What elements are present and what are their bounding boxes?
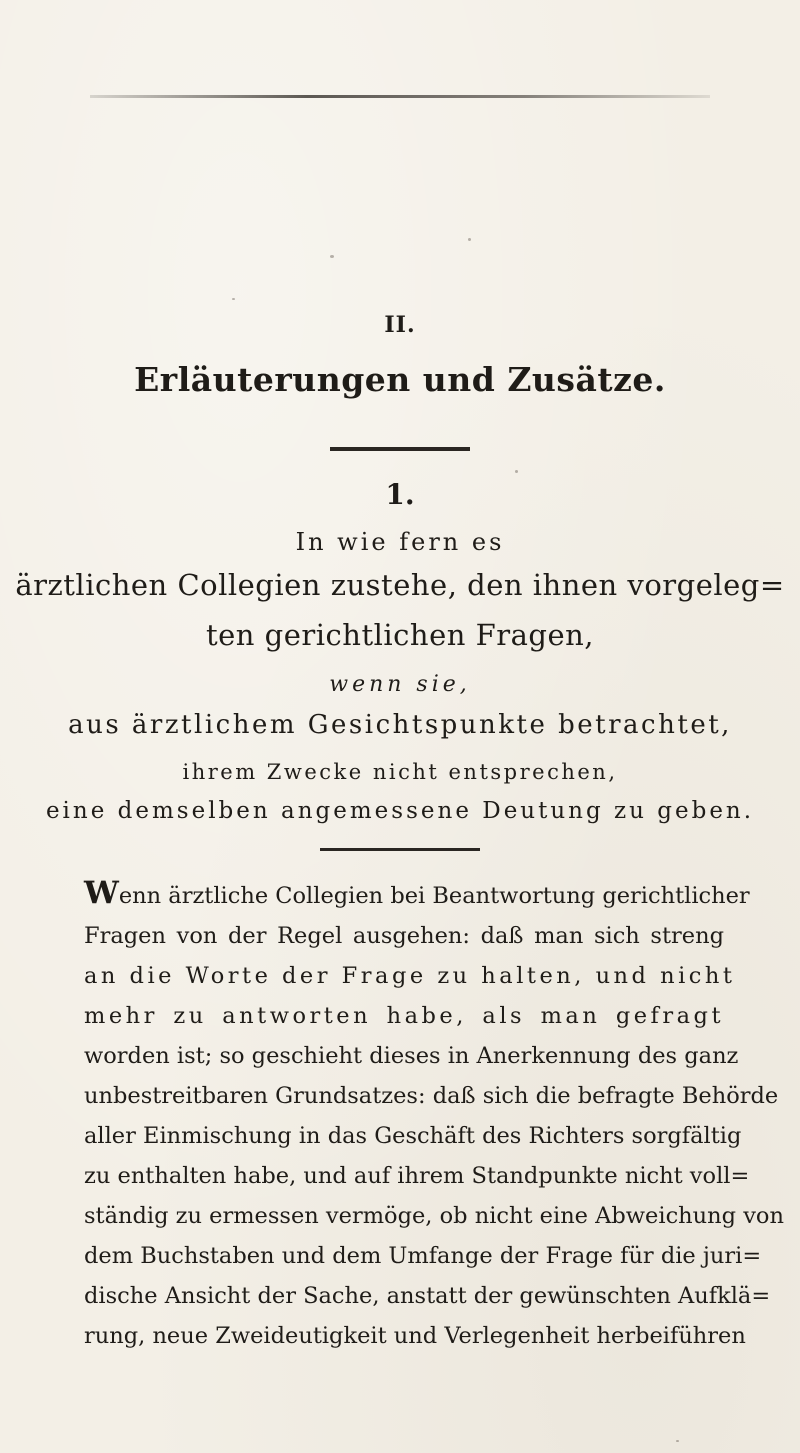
drop-cap: W — [84, 875, 119, 911]
section-number: II. — [384, 312, 416, 338]
top-border-rule — [90, 95, 710, 98]
body-line: mehr zu antworten habe, als man gefragt — [84, 1003, 724, 1029]
body-line: Fragen von der Regel ausgehen: daß man sich streng — [84, 923, 724, 949]
paper-speck — [515, 470, 518, 473]
paper-speck — [468, 238, 471, 241]
body-line-text: enn ärztliche Collegien bei Beantwortung gerichtlicher — [118, 883, 750, 909]
subsection-heading-line: ihrem Zwecke nicht entsprechen, — [182, 760, 618, 784]
subsection-heading-line: ärztlichen Collegien zustehe, den ihnen vorgeleg= — [15, 568, 785, 602]
section-title: Erläuterungen und Zusätze. — [134, 360, 666, 399]
paper-speck — [676, 1440, 679, 1442]
subsection-number: 1. — [385, 478, 415, 511]
body-line: worden ist; so geschieht dieses in Anerkennung des ganz — [84, 1043, 739, 1069]
paper-speck — [232, 298, 235, 300]
body-line: unbestreitbaren Grundsatzes: daß sich die befragte Behörde — [84, 1083, 779, 1109]
subsection-heading-line: wenn sie, — [329, 672, 471, 697]
body-line: ständig zu ermessen vermöge, ob nicht eine Abweichung von — [84, 1203, 784, 1229]
subsection-heading-line: aus ärztlichem Gesichtspunkte betrachtet, — [68, 710, 732, 740]
body-paragraph — [84, 875, 784, 1356]
body-line: dische Ansicht der Sache, anstatt der gewünschten Aufklä= — [84, 1283, 771, 1309]
body-line: aller Einmischung in das Geschäft des Richters sorgfältig — [84, 1123, 742, 1149]
subsection-heading-line: In wie fern es — [295, 528, 505, 556]
body-line: zu enthalten habe, und auf ihrem Standpunkte nicht voll= — [84, 1163, 750, 1189]
subsection-heading-line: eine demselben angemessene Deutung zu geben. — [45, 798, 755, 824]
body-line: dem Buchstaben und dem Umfange der Frage für die juri= — [84, 1243, 762, 1269]
heading-divider-rule — [320, 848, 480, 851]
body-line: rung, neue Zweideutigkeit und Verlegenheit herbeiführen — [84, 1323, 746, 1349]
paper-speck — [330, 255, 334, 258]
body-line: an die Worte der Frage zu halten, und nicht — [84, 963, 736, 989]
body-line — [84, 875, 750, 916]
subsection-heading-line: ten gerichtlichen Fragen, — [205, 618, 595, 652]
title-divider-rule — [330, 447, 470, 451]
